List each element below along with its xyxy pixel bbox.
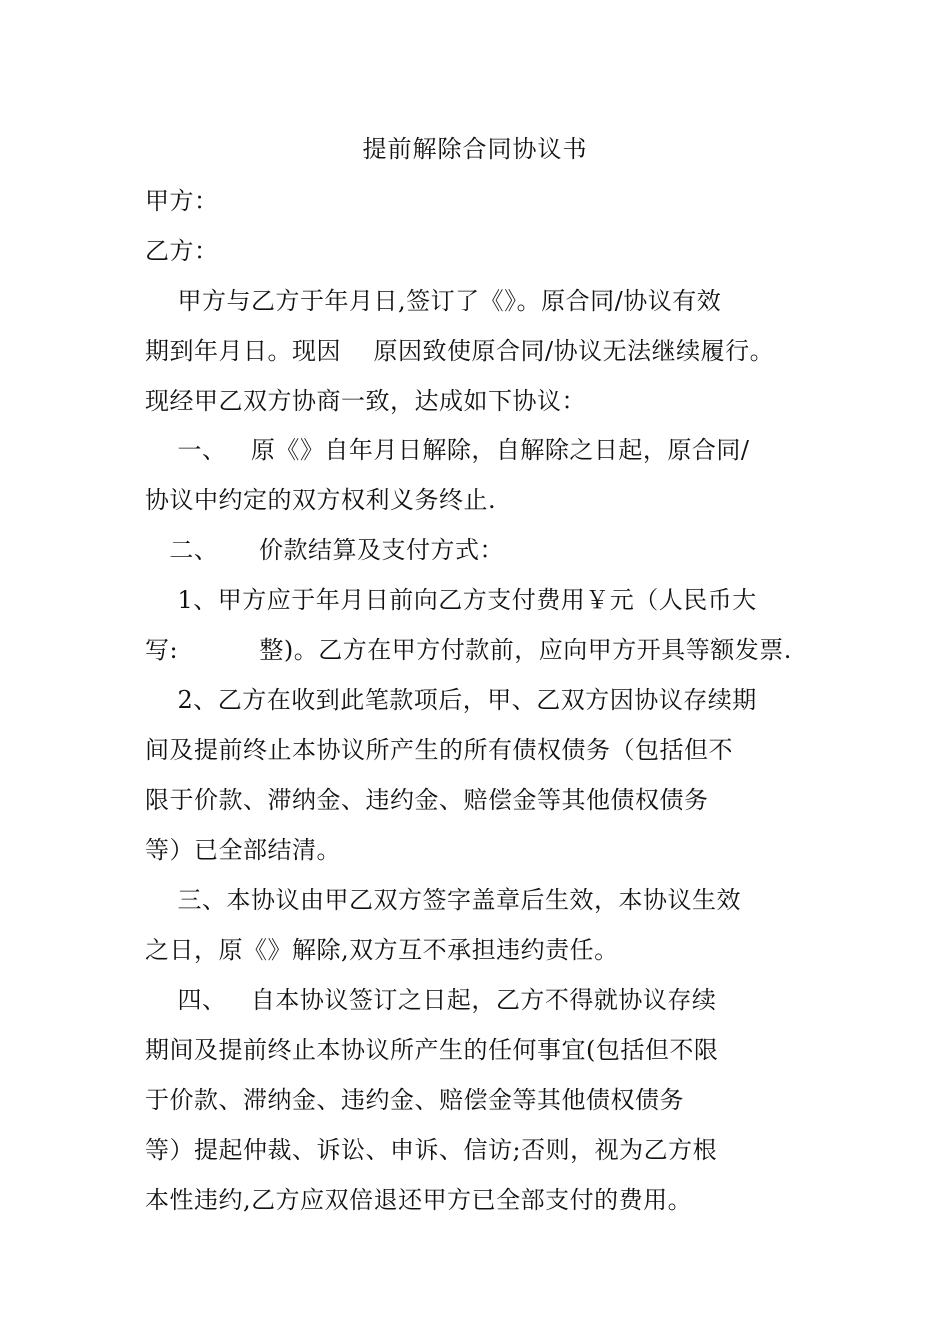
- clause-two-item-2: 等）已全部结清。: [145, 836, 341, 864]
- clause-two-item-2: 间及提前终止本协议所产生的所有债权债务（包括但不: [145, 736, 733, 764]
- document-title: 提前解除合同协议书: [362, 135, 588, 163]
- clause-one-line: 一、 原《》自年月日解除，自解除之日起，原合同/: [145, 436, 750, 464]
- clause-two-item-1: 1、甲方应于年月日前向乙方支付费用￥元（人民币大: [145, 586, 757, 614]
- clause-two-heading: 二、 价款结算及支付方式：: [145, 536, 505, 564]
- clause-four-line: 期间及提前终止本协议所产生的任何事宜(包括但不限: [145, 1036, 719, 1064]
- clause-three-line: 之日，原《》解除,双方互不承担违约责任。: [145, 936, 619, 964]
- clause-four-line: 本性违约,乙方应双倍退还甲方已全部支付的费用。: [145, 1186, 693, 1214]
- clause-three-line: 三、本协议由甲乙双方签字盖章后生效，本协议生效: [145, 886, 742, 914]
- body-line: 期到年月日。现因 原因致使原合同/协议无法继续履行。: [145, 337, 775, 365]
- party-b-label: 乙方：: [145, 237, 219, 265]
- clause-four-line: 四、 自本协议签订之日起，乙方不得就协议存续: [145, 986, 717, 1014]
- clause-two-item-1: 写: 整)。乙方在甲方付款前，应向甲方开具等额发票.: [145, 636, 792, 664]
- clause-one-line: 协议中约定的双方权利义务终止.: [145, 486, 497, 514]
- clause-four-line: 等）提起仲裁、诉讼、申诉、信访;否则，视为乙方根: [145, 1136, 718, 1164]
- party-a-label: 甲方：: [145, 187, 219, 215]
- body-line: 甲方与乙方于年月日,签订了《》。原合同/协议有效: [145, 287, 722, 315]
- clause-four-line: 于价款、滞纳金、违约金、赔偿金等其他债权债务: [145, 1086, 684, 1114]
- clause-two-item-2: 限于价款、滞纳金、违约金、赔偿金等其他债权债务: [145, 786, 709, 814]
- clause-two-item-2: 2、乙方在收到此笔款项后，甲、乙双方因协议存续期: [145, 686, 757, 714]
- body-line: 现经甲乙双方协商一致，达成如下协议：: [145, 387, 586, 415]
